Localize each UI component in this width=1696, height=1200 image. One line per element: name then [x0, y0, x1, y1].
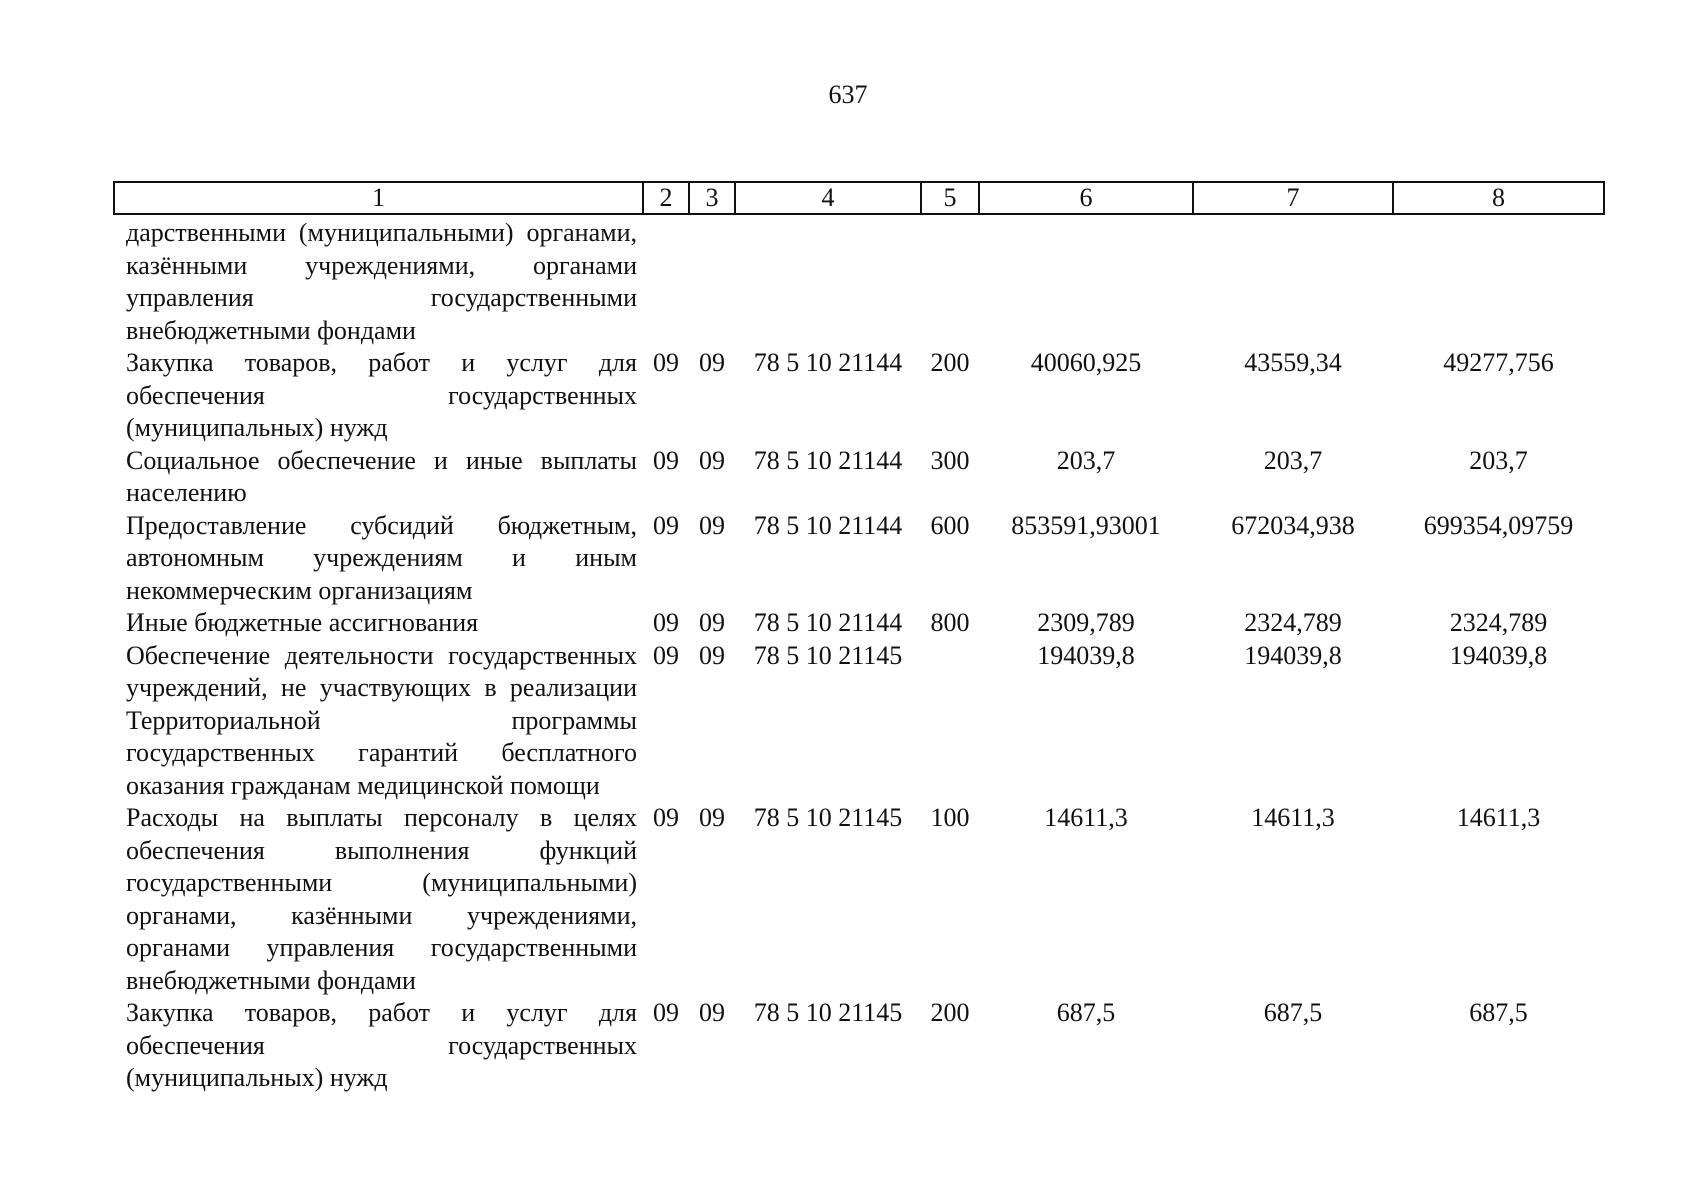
row-description: Обеспечение деятельности государственных учреждений, не участвующих в реализации Территориальной программы государственных гарантий бесплатного оказания гражданам медицинской помощи: [126, 640, 637, 800]
row-target-article: 78 5 10 21145: [753, 640, 903, 670]
row-subsection-code: 09: [699, 640, 725, 670]
col-header-4: 4: [735, 182, 921, 214]
row-section-code: 09: [653, 608, 679, 637]
table-row: [114, 997, 1604, 1095]
row-amount-col6: 14611,3: [1044, 803, 1128, 832]
row-amount-col6: 40060,925: [1030, 348, 1142, 377]
row-description: Предоставление субсидий бюджетным, автономным учреждениям и иным некоммерческим организациям: [126, 510, 637, 605]
col-header-3: 3: [689, 182, 735, 214]
row-subsection-code: 09: [699, 998, 725, 1027]
row-amount-col7: 194039,8: [1244, 640, 1342, 670]
row-target-article: 78 5 10 21144: [753, 348, 903, 377]
row-amount-col8: 2324,789: [1449, 608, 1548, 637]
table-row: [114, 347, 1604, 445]
row-subsection-code: 09: [699, 510, 725, 540]
col-header-6: 6: [979, 182, 1193, 214]
table-body: [114, 214, 1604, 1095]
row-subsection-code: [689, 214, 735, 347]
row-amount-col8: 699354,09759: [1423, 510, 1574, 540]
col-header-5: 5: [921, 182, 979, 214]
row-description: Иные бюджетные ассигнования: [126, 608, 479, 637]
row-amount-col8: 194039,8: [1449, 640, 1548, 670]
row-target-article: 78 5 10 21144: [753, 445, 903, 475]
row-section-code: [643, 214, 689, 347]
row-amount-col7: 687,5: [1263, 998, 1323, 1027]
row-amount-col8: 49277,756: [1443, 348, 1554, 377]
row-description: Закупка товаров, работ и услуг для обеспечения государственных (муниципальных) нужд: [126, 998, 637, 1092]
table-row: [114, 640, 1604, 803]
row-amount-col6: [979, 214, 1193, 347]
row-expense-type: 200: [930, 348, 970, 377]
col-header-7: 7: [1193, 182, 1393, 214]
table-row: [114, 445, 1604, 510]
row-amount-col7: 203,7: [1263, 445, 1323, 475]
row-section-code: 09: [653, 640, 679, 670]
table-row: [114, 510, 1604, 608]
row-target-article: 78 5 10 21144: [753, 608, 903, 637]
row-expense-type: 100: [930, 803, 970, 832]
row-amount-col8: [1393, 214, 1604, 347]
table-row: [114, 607, 1604, 640]
table-header: [114, 182, 1604, 214]
row-amount-col8: 14611,3: [1456, 803, 1541, 832]
row-amount-col6: 687,5: [1056, 998, 1116, 1027]
table-row: [114, 802, 1604, 997]
row-section-code: 09: [653, 803, 679, 832]
row-amount-col6: 194039,8: [1037, 640, 1135, 670]
row-target-article: 78 5 10 21145: [753, 998, 903, 1027]
row-subsection-code: 09: [699, 348, 725, 377]
row-expense-type: 300: [930, 445, 970, 475]
row-expense-type: 600: [930, 510, 970, 540]
row-target-article: 78 5 10 21145: [753, 803, 903, 832]
row-amount-col8: 203,7: [1469, 445, 1528, 475]
row-amount-col7: 2324,789: [1244, 608, 1342, 637]
row-subsection-code: 09: [699, 803, 725, 832]
row-expense-type: 800: [930, 608, 970, 637]
row-subsection-code: 09: [699, 445, 725, 475]
row-description: Расходы на выплаты персоналу в целях обеспечения выполнения функций государственными (муниципальными) органами, казёнными учреждениями, органами управления государственными внебюджетными фондами: [126, 803, 637, 995]
row-section-code: 09: [653, 348, 679, 377]
row-amount-col7: 14611,3: [1251, 803, 1335, 832]
row-section-code: 09: [653, 445, 679, 475]
row-amount-col6: 203,7: [1056, 445, 1116, 475]
row-description: Закупка товаров, работ и услуг для обеспечения государственных (муниципальных) нужд: [126, 348, 637, 442]
row-target-article: 78 5 10 21144: [753, 510, 903, 540]
row-section-code: 09: [653, 998, 679, 1027]
row-section-code: 09: [653, 510, 679, 540]
col-header-8: 8: [1393, 182, 1604, 214]
col-header-1: 1: [114, 182, 643, 214]
table-row: [114, 214, 1604, 347]
row-expense-type: [921, 214, 979, 347]
row-amount-col7: [1193, 214, 1393, 347]
row-expense-type: [921, 640, 979, 803]
row-subsection-code: 09: [699, 608, 725, 637]
budget-table: [113, 181, 1605, 1095]
col-header-2: 2: [643, 182, 689, 214]
header-row: [114, 182, 1604, 214]
row-amount-col6: 853591,93001: [1011, 510, 1161, 540]
row-expense-type: 200: [930, 998, 970, 1027]
row-amount-col7: 43559,34: [1244, 348, 1342, 377]
row-target-article: [735, 214, 921, 347]
row-amount-col6: 2309,789: [1037, 608, 1135, 637]
page-number: 637: [828, 80, 868, 109]
row-amount-col7: 672034,938: [1231, 510, 1355, 540]
row-description: Социальное обеспечение и иные выплаты населению: [126, 445, 637, 507]
row-amount-col8: 687,5: [1469, 998, 1528, 1027]
row-description: дарственными (муниципальными) органами, казёнными учреждениями, органами управления государственными внебюджетными фондами: [126, 218, 637, 345]
